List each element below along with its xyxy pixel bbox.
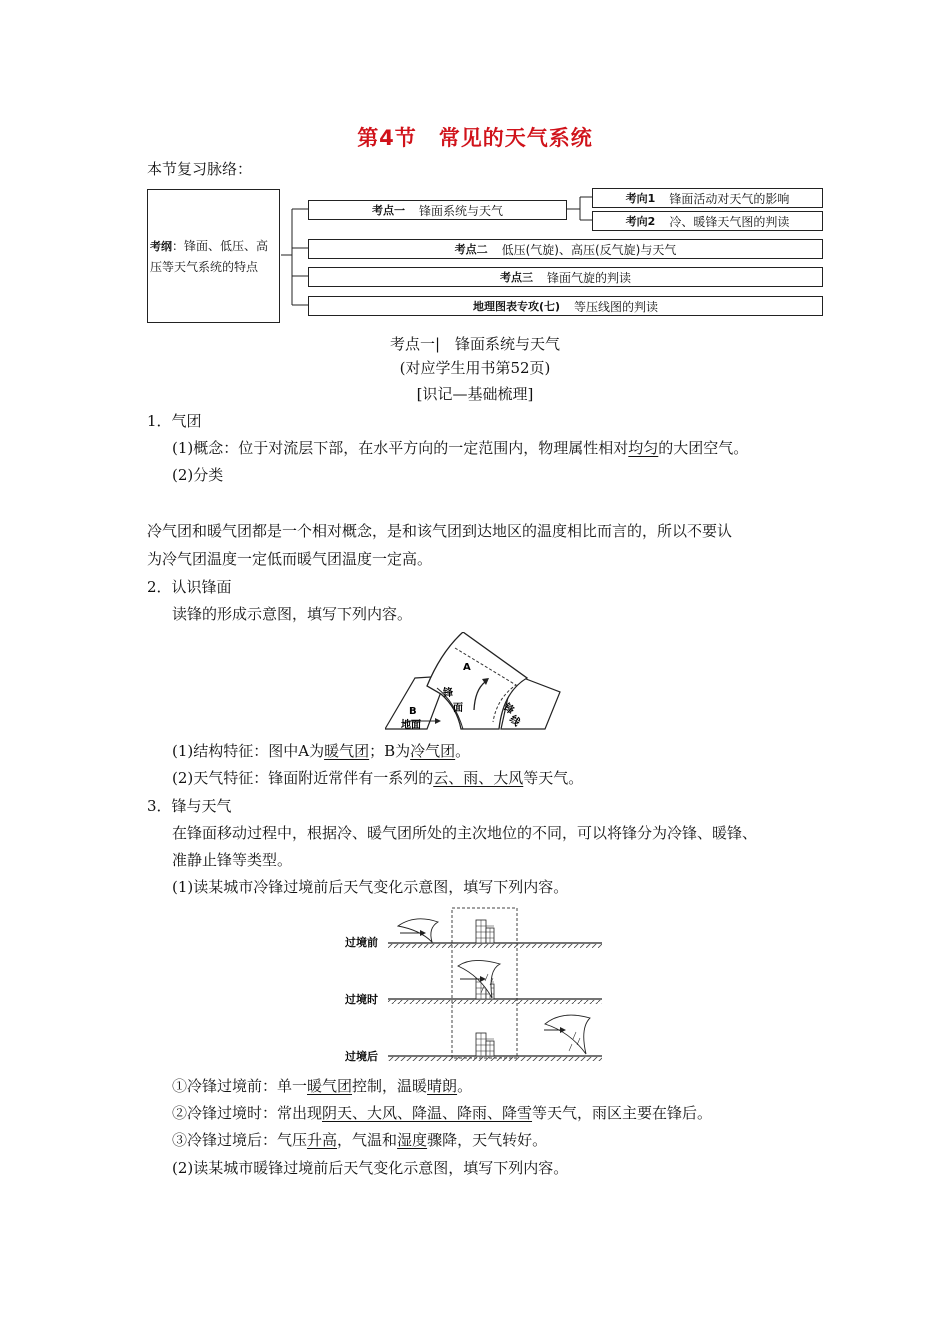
s1-note-line2: 为冷气团温度一定低而暖气团温度一定高。 [147, 550, 433, 568]
svg-text:锋: 锋 [501, 701, 516, 717]
syllabus-text-2: 压等天气系统的特点 [150, 259, 259, 274]
s2-instruction: 读锋的形成示意图，填写下列内容。 [172, 605, 413, 623]
point2-tag: 考点二 [454, 243, 488, 256]
outline-point2 [308, 239, 823, 259]
s1-note-line1: 冷气团和暖气团都是一个相对概念，是和该气团到达地区的温度相比而言的，所以不要认 [147, 522, 733, 540]
label-during: 过境时 [345, 993, 378, 1006]
answer-during-weather: 阴天、大风、降温、降雨、降雪 [322, 1104, 533, 1122]
s3-question2: (2)读某城市暖锋过境前后天气变化示意图，填写下列内容。 [172, 1159, 569, 1177]
answer-pressure-rise: 升高 [307, 1131, 338, 1149]
answer-humidity: 湿度 [397, 1131, 428, 1149]
label-after: 过境后 [345, 1050, 378, 1063]
s3-answer3: ③冷锋过境后：气压升高，气温和湿度骤降，天气转好。 [172, 1131, 548, 1149]
label-b: B [409, 706, 417, 717]
svg-text:线: 线 [507, 713, 522, 729]
cold-front-passage-figure [340, 906, 605, 1066]
s1-concept: (1)概念：位于对流层下部，在水平方向的一定范围内，物理属性相对均匀的大团空气。 [172, 439, 749, 457]
answer-warm-mass: 暖气团 [324, 742, 370, 760]
s2-structure: (1)结构特征：图中A为暖气团；B为冷气团。 [172, 742, 471, 760]
s1-title: 1．气团 [147, 412, 202, 430]
section-heading: 考点一| 锋面系统与天气 [389, 335, 561, 353]
section-subheading: [识记—基础梳理] [416, 385, 534, 403]
s3-title: 3．锋与天气 [147, 797, 232, 815]
dir2-tag: 考向2 [625, 215, 656, 228]
label-a: A [463, 662, 471, 673]
s2-weather: (2)天气特征：锋面附近常伴有一系列的云、雨、大风等天气。 [172, 769, 584, 787]
s3-answer1: ①冷锋过境前：单一暖气团控制，温暖晴朗。 [172, 1077, 473, 1095]
label-before: 过境前 [345, 936, 378, 949]
point3-tag: 考点三 [499, 271, 533, 284]
s1-classification: (2)分类 [172, 466, 224, 484]
outline-direction1 [592, 188, 823, 208]
dir2-text: 冷、暖锋天气图的判读 [669, 214, 790, 229]
point1-text: 锋面系统与天气 [418, 203, 503, 218]
label-ground: 地面 [401, 720, 421, 731]
dir1-tag: 考向1 [625, 192, 656, 205]
svg-text:锋: 锋 [443, 688, 453, 699]
front-formation-figure [385, 632, 565, 734]
answer-cold-mass: 冷气团 [410, 742, 456, 760]
section-reference: (对应学生用书第52页) [399, 359, 551, 377]
s3-para-line2: 准静止锋等类型。 [172, 851, 293, 869]
special-tag: 地理图表专攻(七) [472, 300, 561, 313]
s3-para-line1: 在锋面移动过程中，根据冷、暖气团所处的主次地位的不同，可以将锋分为冷锋、暖锋、 [172, 824, 758, 842]
svg-text:面: 面 [453, 703, 463, 714]
page-title: 第4节 常见的天气系统 [357, 126, 593, 150]
outline-point3 [308, 267, 823, 287]
syllabus-text-1: ：锋面、低压、高 [172, 238, 269, 253]
answer-front-weather: 云、雨、大风 [433, 769, 524, 787]
answer-uniform: 均匀 [628, 439, 659, 457]
outline-connectors [0, 0, 950, 340]
s3-answer2: ②冷锋过境时：常出现阴天、大风、降温、降雨、降雪等天气，雨区主要在锋后。 [172, 1104, 713, 1122]
answer-sunny: 晴朗 [427, 1077, 458, 1095]
outline-direction2 [592, 211, 823, 231]
outline-syllabus-box [147, 189, 280, 323]
outline-point1 [308, 200, 567, 220]
intro-text: 本节复习脉络： [147, 160, 253, 178]
point2-text: 低压(气旋)、高压(反气旋)与天气 [501, 242, 677, 257]
special-text: 等压线图的判读 [574, 299, 659, 314]
outline-special [308, 296, 823, 316]
point1-tag: 考点一 [371, 204, 405, 217]
dir1-text: 锋面活动对天气的影响 [669, 191, 790, 206]
s2-title: 2．认识锋面 [147, 578, 232, 596]
answer-single-warm: 暖气团 [307, 1077, 353, 1095]
s3-question1: (1)读某城市冷锋过境前后天气变化示意图，填写下列内容。 [172, 878, 569, 896]
point3-text: 锋面气旋的判读 [546, 270, 631, 285]
syllabus-tag: 考纲 [150, 239, 172, 253]
